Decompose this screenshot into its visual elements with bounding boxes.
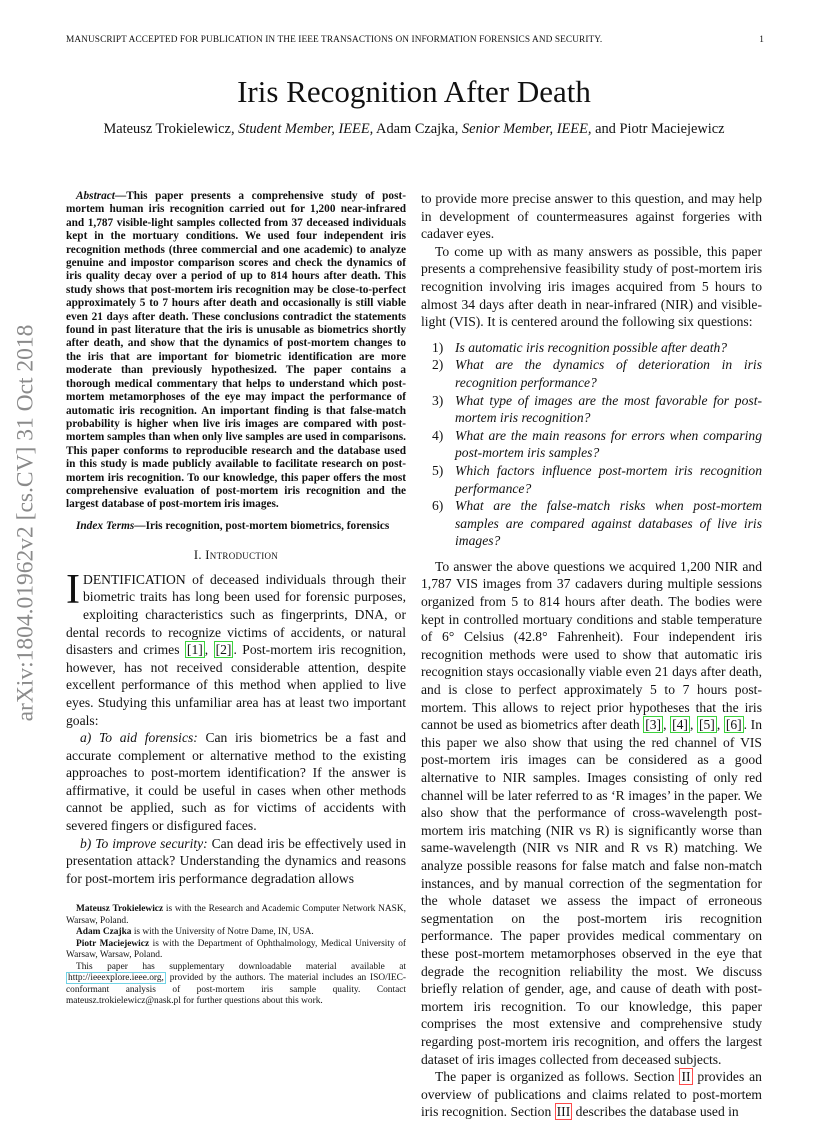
abstract-text: —This paper presents a comprehensive study of post-mortem human iris recognition carried out for 1,200 near-infrared and 1,787 visible-light samples collected from 37 deceased individuals kept in the mortuary conditions. We used four independent iris recognition methods (three commercial and one academic) to analyze genuine and impostor comparison scores and check the dynamics of iris quality decay over a period of up to 814 hours after death. This study shows that post-mortem iris recognition may be close-to-perfect approximately 5 to 7 hours after death and occasionally is still viable even 21 days after death. These conclusions contradict the statements found in past literature that the iris is unusable as biometrics shortly after death, and show that the dynamics of post-mortem changes to the iris that are important for biometric identification are more moderate than previously hypothesized. The paper contains a thorough medical commentary that helps to understand which post-mortem metamorphoses of the eye may impact the performance of automatic iris recognition. An important finding is that false-match probability is higher when live iris images are compared with post-mortem samples than when only live samples are used in comparisons. This paper conforms to reproducible research and the database used in this study is made publicly available to facilitate research on post-mortem iris recognition. To our knowledge, this paper offers the most comprehensive evaluation of post-mortem iris recognition and the largest database of post-mortem iris images.: [66, 190, 406, 511]
question-number: 1): [432, 339, 444, 355]
right-paragraph-3: The paper is organized as follows. Section II provides an overview of publications and claims related to post-mortem iris recognition. Section III describes the database used in: [421, 1069, 762, 1120]
abstract: [66, 190, 406, 512]
citation-link[interactable]: [1]: [186, 642, 203, 658]
goal-forensics: a) To aid forensics: Can iris biometrics be a fast and accurate complement or alternative method to the existing approaches to post-mortem identification? If the answer is affirmative, it could be useful in cases when other methods cannot be applied, such as for victims of accidents with severed fingers or disfigured faces.: [66, 730, 406, 834]
question-item: [421, 339, 762, 357]
right-paragraph-0: to provide more precise answer to this question, and may help in development of countermeasures against forgeries with cadaver eyes.: [421, 191, 762, 242]
question-number: 5): [432, 462, 444, 478]
arxiv-stamp: [10, 288, 42, 758]
author-line: [0, 121, 828, 138]
right-paragraph-1: To come up with as many answers as possible, this paper presents a comprehensive feasibility study of post-mortem iris recognition involving iris images acquired from 5 hours to almost 34 days after death in near-infrared (NIR) and visible-light (VIS). It is centered around the following six questions:: [421, 243, 762, 330]
author-2-role: Senior Member, IEEE,: [461, 121, 592, 137]
question-number: 6): [432, 498, 444, 514]
right-paragraph-2: To answer the above questions we acquired 1,200 NIR and 1,787 VIS images from 37 cadavers during multiple sessions organized from 5 to 814 hours after death. The bodies were kept in controlled mortuary conditions and stable temperature of 6° Celsius (42.8° Fahrenheit). Four independent iris recognition methods were used to show that automatic iris recognition stays occasionally viable even 21 days after death, and is close to perfect approximately 5 to 7 hours post-mortem. This allows to reject prior hypotheses that the iris cannot be used as biometrics after death [3] , [4] , [5] , [6] . In this paper we also show that using the red channel of VIS post-mortem iris images can be considered as a good alternative to NIR samples. Images consisting of only red channel will be later referred to as ‘R images’ in the paper. We also show that the performance of cross-wavelength post-mortem iris matching (NIR vs R) is significantly worse than same-wavelength (NIR vs NIR and R vs R) matching. We analyze possible reasons for false match and false non-match instances, and by manual correction of the segmentation for the whole dataset we assess the impact of erroneous segmentation on the post-mortem iris recognition performance. The paper provides medical commentary on these post-mortem metamorphoses observed in the eye that degrade the recognition reliability the most. We discuss briefly relation of gender, age, and cause of death with post-mortem iris recognition. To our knowledge, this paper comprises the most extensive and comprehensive study regarding post-mortem iris recognition, and offers the largest dataset of iris images collected from deceased subjects.: [421, 558, 762, 1067]
citation-link[interactable]: [6]: [725, 717, 742, 733]
question-item: [421, 392, 762, 427]
question-list: [421, 339, 762, 550]
footnote-affiliation-3: Piotr Maciejewicz is with the Department of Ophthalmology, Medical University of Warsaw, Warsaw, Poland.: [66, 938, 406, 960]
arxiv-id: arXiv:1804.01962v2 [cs.CV] 31 Oct 2018: [12, 324, 39, 722]
index-terms-label: Index Terms: [76, 519, 135, 532]
right-column: [421, 190, 762, 1121]
abstract-label: Abstract: [76, 190, 115, 202]
citation-link[interactable]: [3]: [645, 717, 662, 733]
introduction: [66, 566, 406, 888]
footnote-affiliation-1: Mateusz Trokielewicz is with the Research and Academic Computer Network NASK, Warsaw, Poland.: [66, 904, 406, 926]
citation-link[interactable]: [5]: [698, 717, 715, 733]
goal-security-label: b) To improve security:: [80, 835, 208, 851]
footnote-supplementary: This paper has supplementary downloadable material available at http://ieeexplore.ieee.org, provided by the authors. The material includes an ISO/IEC-conformant analysis of post-mortem iris sample quality. Contact mateusz.trokielewicz@nask.pl for further questions about this work.: [66, 961, 406, 1006]
author-1: Mateusz Trokielewicz,: [103, 121, 235, 137]
question-text: What are the dynamics of deterioration in iris recognition performance?: [455, 357, 762, 390]
citation-link[interactable]: [4]: [672, 717, 688, 733]
question-number: 2): [432, 357, 444, 373]
goal-forensics-label: a) To aid forensics:: [80, 730, 198, 746]
drop-cap: I: [66, 566, 80, 613]
section-heading-introduction: I. Introduction: [193, 548, 279, 563]
question-item: [421, 497, 762, 550]
question-text: What are the main reasons for errors when comparing post-mortem iris samples?: [455, 427, 762, 461]
page-number: 1: [759, 35, 764, 45]
question-item: [421, 356, 762, 391]
running-title: MANUSCRIPT ACCEPTED FOR PUBLICATION IN THE IEEE TRANSACTIONS ON INFORMATION FORENSICS AND SECURITY.: [66, 35, 603, 45]
section-link[interactable]: II: [681, 1069, 691, 1085]
question-item: [421, 462, 762, 497]
question-number: 4): [432, 427, 444, 443]
paper-title: Iris Recognition After Death: [237, 74, 591, 109]
footnotes: [66, 904, 406, 1008]
author-2: Adam Czajka,: [376, 121, 459, 137]
question-text: What type of images are the most favorable for post-mortem iris recognition?: [455, 392, 762, 426]
question-text: What are the false-match risks when post-mortem samples are compared against databases of live iris images?: [455, 498, 762, 549]
ieee-link[interactable]: http://ieeexplore.ieee.org,: [68, 973, 164, 983]
intro-paragraph-1: IDENTIFICATION of deceased individuals through their biometric traits has long been used for forensic purposes, exploiting characteristics such as fingerprints, DNA, or dental records to recognize victims of accidents, or natural disasters and crimes [1] , [2] . Post-mortem iris recognition, however, has not received considerable attention, despite excellent performance of this method when applied to live eyes. Studying this unfamiliar area has at least two important goals:: [66, 566, 406, 728]
question-text: Which factors influence post-mortem iris recognition performance?: [455, 462, 762, 496]
running-header: [66, 35, 764, 45]
section-link[interactable]: III: [556, 1104, 571, 1120]
index-terms: [66, 520, 406, 533]
goal-security: b) To improve security: Can dead iris be effectively used in presentation attack? Understanding the dynamics and reasons for post-mortem iris performance degradation allows: [66, 835, 406, 886]
footnote-affiliation-2: Adam Czajka is with the University of Notre Dame, IN, USA.: [76, 927, 314, 937]
author-3: and Piotr Maciejewicz: [595, 121, 725, 137]
index-terms-text: —Iris recognition, post-mortem biometrics, forensics: [134, 519, 390, 532]
question-text: Is automatic iris recognition possible after death?: [455, 339, 728, 355]
question-item: [421, 427, 762, 462]
question-number: 3): [432, 392, 444, 408]
author-1-role: Student Member, IEEE,: [238, 121, 374, 137]
left-column: [66, 190, 406, 887]
citation-link[interactable]: [2]: [215, 642, 232, 658]
